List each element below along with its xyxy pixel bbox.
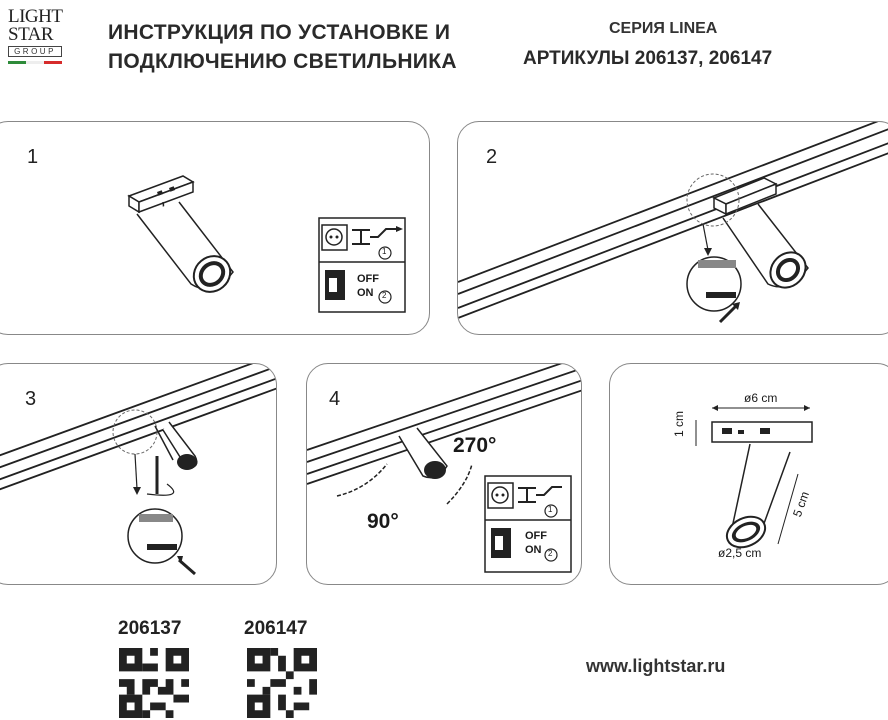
step-4-badge-1: 1 (548, 505, 553, 514)
title-line-1: ИНСТРУКЦИЯ ПО УСТАНОВКЕ И (108, 21, 451, 44)
step-1-panel (0, 121, 430, 335)
height-label: 1 cm (672, 410, 686, 437)
website-link[interactable]: www.lightstar.ru (586, 656, 726, 676)
rotation-270-label: 270° (453, 434, 497, 457)
step-1-badge-1: 1 (382, 247, 387, 256)
step-4-panel (306, 363, 582, 585)
logo-line-2: STAR (8, 24, 54, 45)
articles-label: АРТИКУЛЫ 206137, 206147 (523, 48, 773, 69)
code-label-2: 206147 (244, 618, 308, 639)
step-4-on-label: ON (525, 544, 542, 556)
series-label: СЕРИЯ LINEA (609, 20, 718, 37)
logo-line-3: GROUP (8, 46, 62, 57)
step-3-panel (0, 363, 277, 585)
step-1-badge-2: 2 (382, 291, 387, 300)
step-4-badge-2: 2 (548, 549, 553, 558)
logo-flag-bar (8, 61, 62, 64)
code-label-1: 206137 (118, 618, 182, 639)
step-2-panel (457, 121, 888, 335)
step-4-number: 4 (329, 388, 341, 410)
step-3-illustration (0, 364, 277, 585)
step-1-off-label: OFF (357, 273, 379, 285)
step-2-illustration (458, 122, 888, 335)
width-label: ø6 cm (744, 391, 778, 405)
rotation-90-label: 90° (367, 510, 399, 533)
brand-logo (8, 8, 70, 86)
dimensions-panel (609, 363, 888, 585)
length-label: 5 cm (790, 489, 813, 519)
qr-code-206137 (118, 648, 190, 718)
step-1-on-label: ON (357, 287, 374, 299)
step-2-number: 2 (486, 146, 498, 168)
step-3-number: 3 (25, 388, 37, 410)
step-1-number: 1 (27, 146, 39, 168)
logo-line-1: LIGHT (8, 6, 63, 27)
title-line-2: ПОДКЛЮЧЕНИЮ СВЕТИЛЬНИКА (108, 50, 457, 73)
step-4-off-label: OFF (525, 530, 547, 542)
diameter-label: ø2,5 cm (718, 546, 762, 560)
step-1-illustration (0, 122, 430, 335)
qr-code-206147 (246, 648, 318, 718)
document-title (108, 18, 457, 76)
